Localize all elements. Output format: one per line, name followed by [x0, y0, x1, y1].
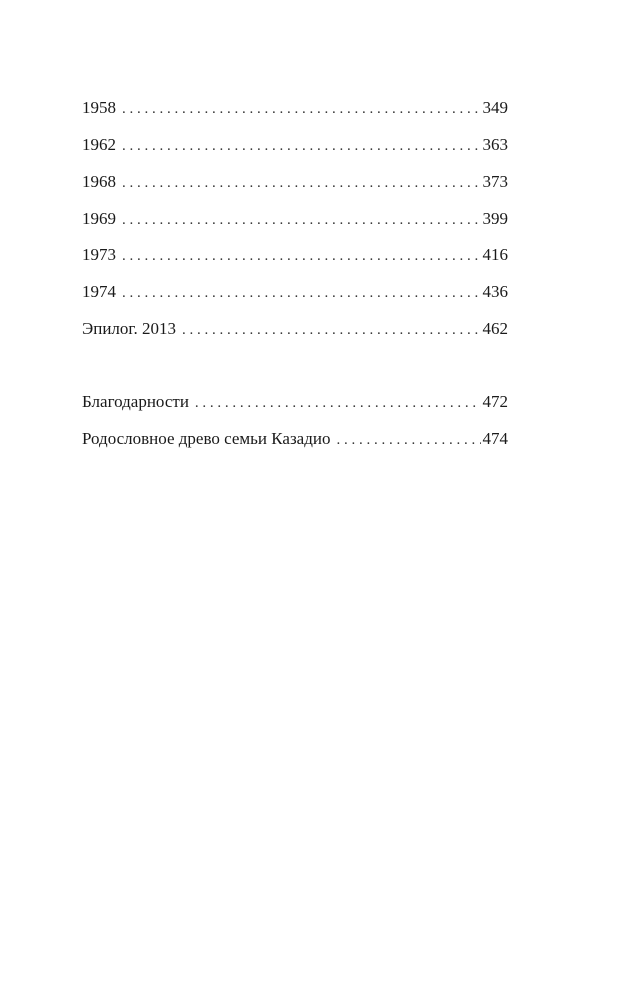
toc-entry-page: 416	[482, 245, 508, 264]
toc-entry	[82, 170, 508, 194]
toc-entry-title: 1974	[82, 282, 116, 301]
toc-entry-page: 436	[482, 282, 508, 301]
toc-entry	[82, 390, 508, 414]
toc-entry	[82, 96, 508, 120]
dot-leader	[122, 134, 481, 158]
toc-entry-page: 474	[482, 429, 508, 448]
dot-leader	[122, 208, 481, 232]
dot-leader	[195, 391, 481, 415]
toc-entry-title: 1962	[82, 135, 116, 154]
toc-entry-title: 1973	[82, 245, 116, 264]
toc-entry	[82, 317, 508, 341]
toc-entry-title: Благодарности	[82, 392, 189, 411]
dot-leader	[122, 171, 481, 195]
dot-leader	[122, 281, 481, 305]
toc-entry	[82, 207, 508, 231]
toc-entry-title: 1968	[82, 172, 116, 191]
dot-leader	[122, 244, 481, 268]
toc-entry-title: 1969	[82, 209, 116, 228]
toc-entry-page: 462	[482, 319, 508, 338]
dot-leader	[336, 428, 480, 452]
toc-entry	[82, 280, 508, 304]
toc-entry	[82, 133, 508, 157]
toc-entry-page: 399	[482, 209, 508, 228]
toc-entry-title: 1958	[82, 98, 116, 117]
toc-entry-title: Эпилог. 2013	[82, 319, 176, 338]
toc-entry-page: 349	[482, 98, 508, 117]
toc-entry-page: 363	[482, 135, 508, 154]
toc-entry-title: Родословное древо семьи Казадио	[82, 429, 331, 448]
dot-leader	[122, 97, 481, 121]
dot-leader	[182, 318, 481, 342]
toc-entry-page: 472	[482, 392, 508, 411]
toc-entry	[82, 243, 508, 267]
toc-entry-page: 373	[482, 172, 508, 191]
toc-entry	[82, 427, 508, 451]
